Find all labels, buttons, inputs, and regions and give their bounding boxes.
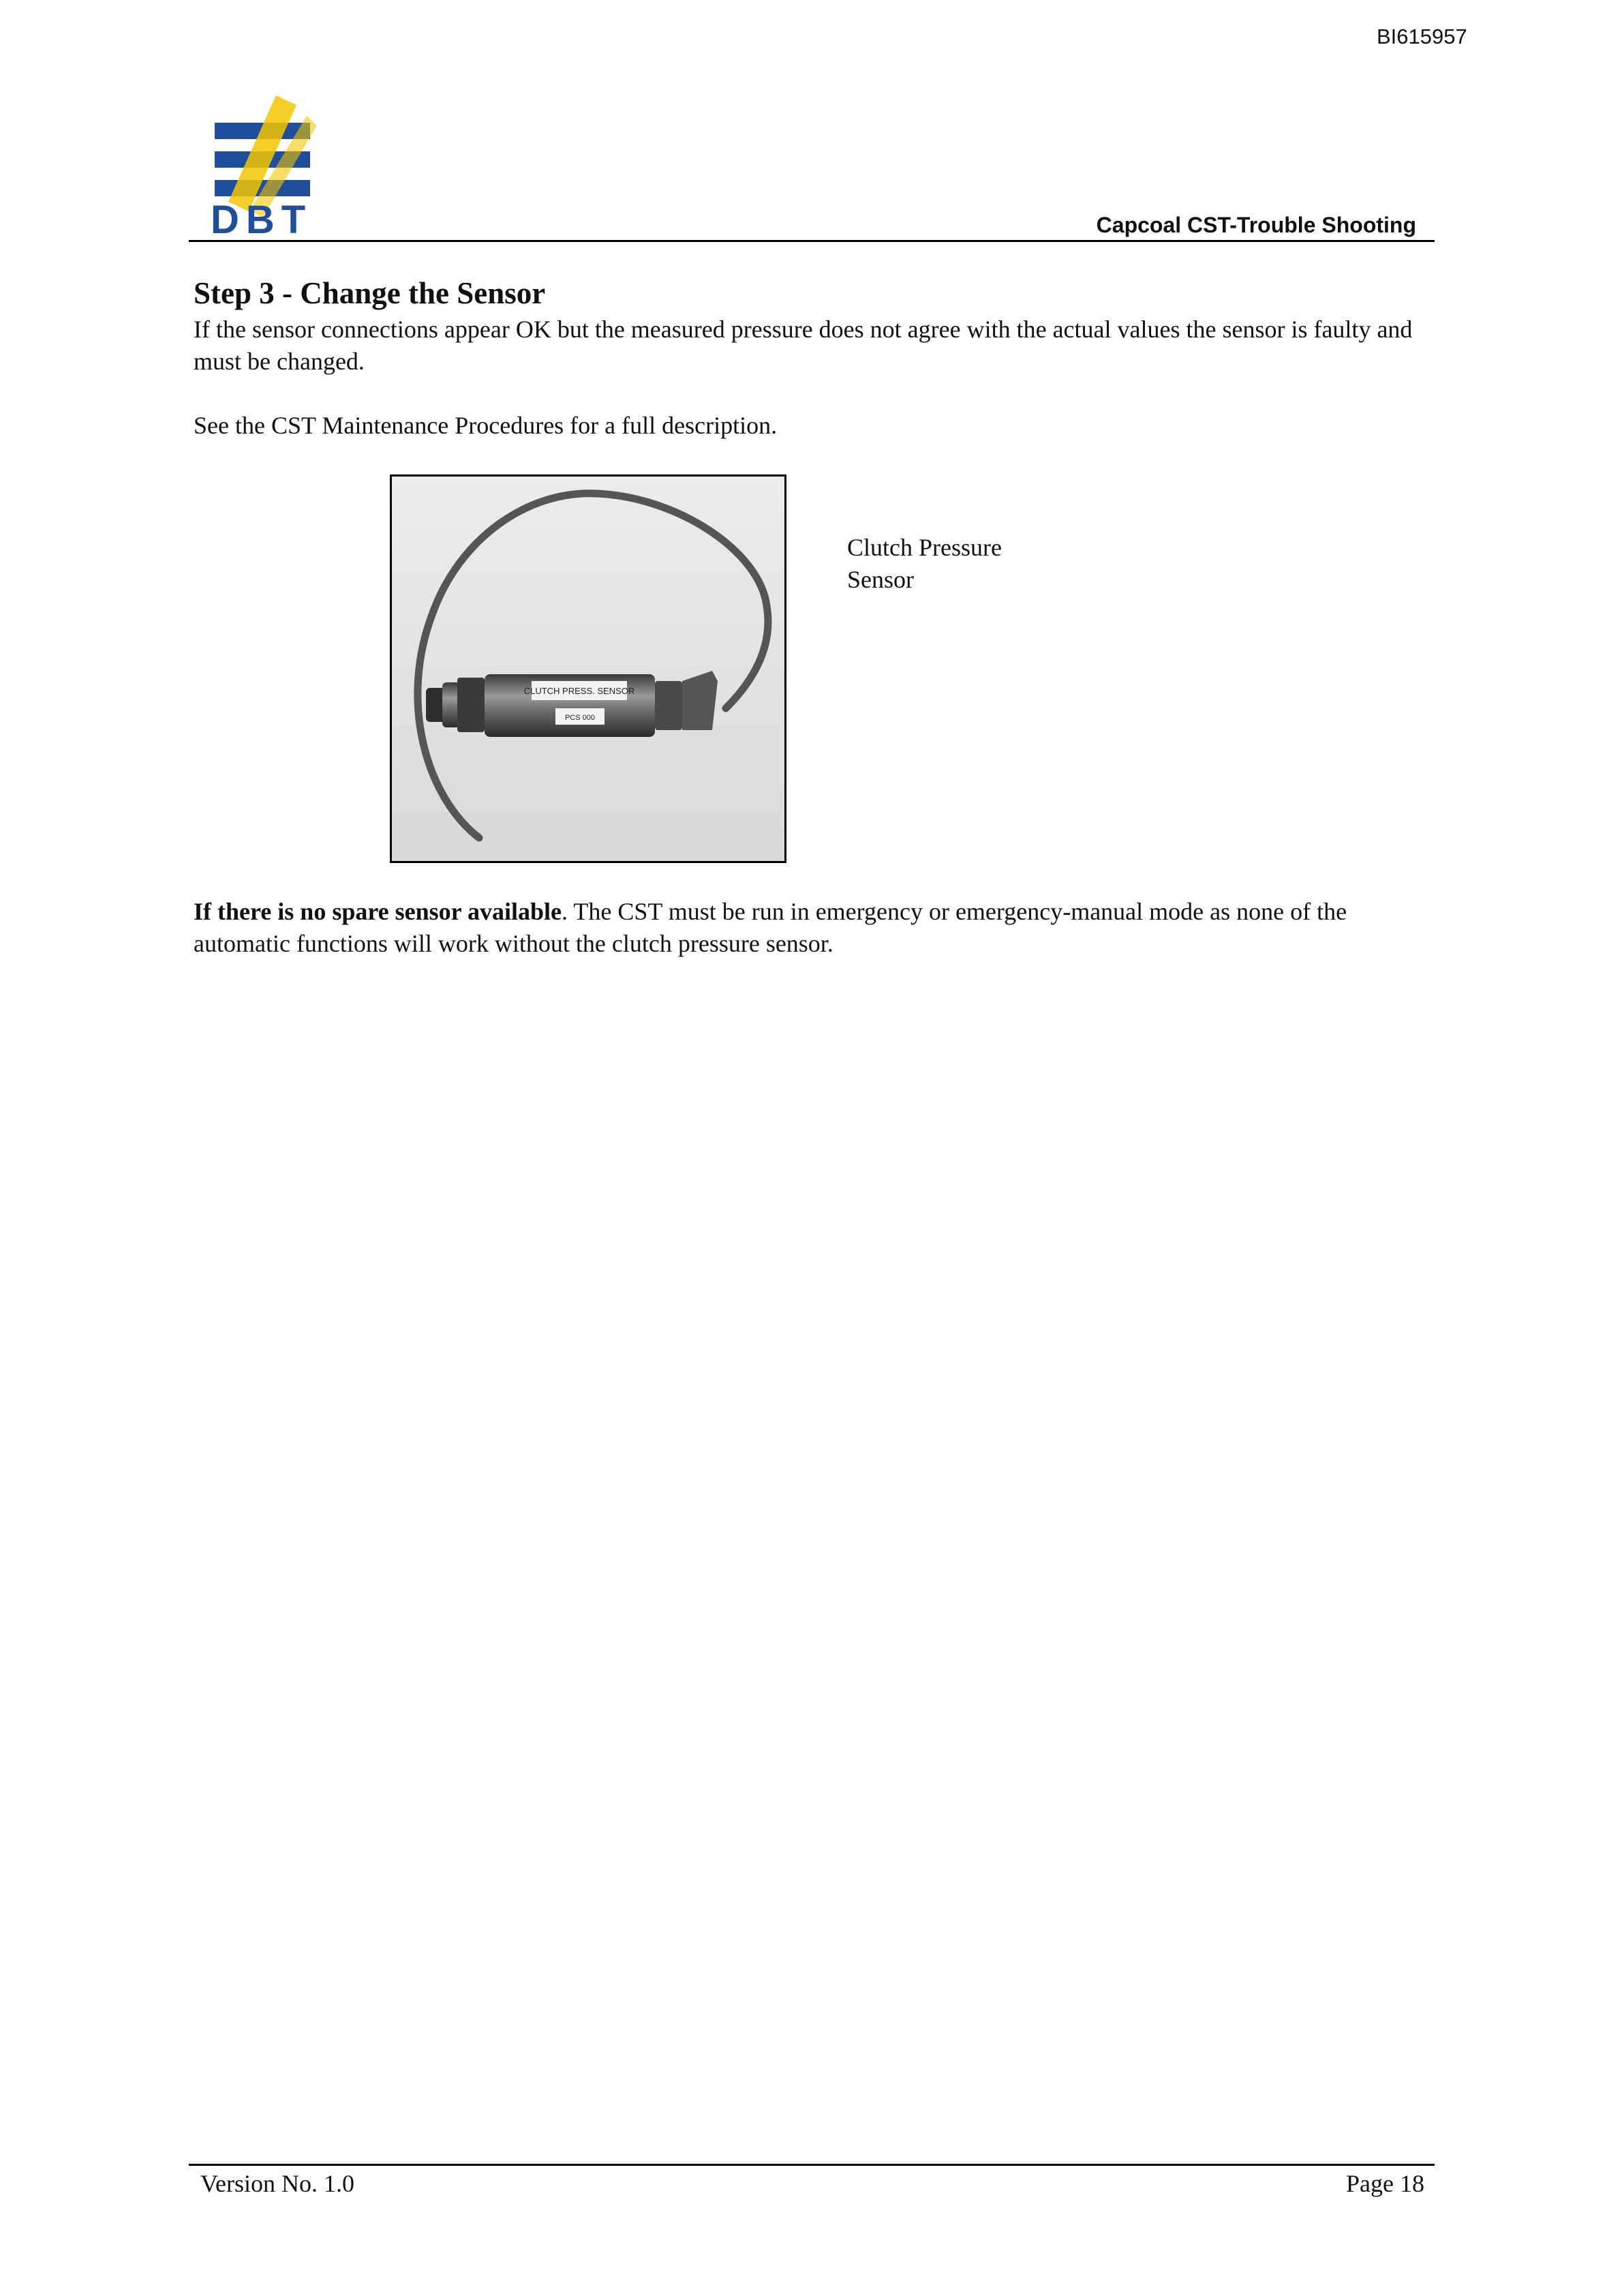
sensor-photo bbox=[390, 474, 786, 863]
no-spare-text: . The CST must be run in emergency or emergency-manual mode as none of the automatic functions will work without the clutch pressure sensor. bbox=[194, 898, 1347, 957]
caption-line-1: Clutch Pressure bbox=[847, 534, 1002, 561]
section-heading: Step 3 - Change the Sensor bbox=[194, 276, 546, 310]
figure-caption bbox=[847, 532, 1002, 596]
footer-rule bbox=[189, 2164, 1435, 2166]
sensor-label: CLUTCH PRESS. SENSOR bbox=[523, 686, 635, 696]
header-title: Capcoal CST-Trouble Shooting bbox=[1096, 213, 1416, 237]
paragraph-sensor-fault: If the sensor connections appear OK but the measured pressure does not agree with the actual values the sensor is faulty and must be changed. bbox=[194, 316, 1413, 375]
dbt-logo bbox=[208, 95, 331, 239]
paragraph-no-spare bbox=[194, 896, 1434, 960]
no-spare-emphasis: If there is no spare sensor available bbox=[194, 898, 562, 925]
document-id: BI615957 bbox=[1377, 25, 1467, 48]
caption-line-2: Sensor bbox=[847, 566, 914, 593]
footer-page-number: Page 18 bbox=[1346, 2170, 1424, 2197]
sensor-sublabel: PCS 000 bbox=[564, 714, 596, 722]
paragraph-maintenance-ref: See the CST Maintenance Procedures for a full description. bbox=[194, 412, 778, 439]
sensor-illustration bbox=[392, 477, 784, 861]
footer-version: Version No. 1.0 bbox=[200, 2170, 354, 2197]
logo-text: DBT bbox=[211, 198, 313, 239]
header-rule bbox=[189, 240, 1435, 242]
